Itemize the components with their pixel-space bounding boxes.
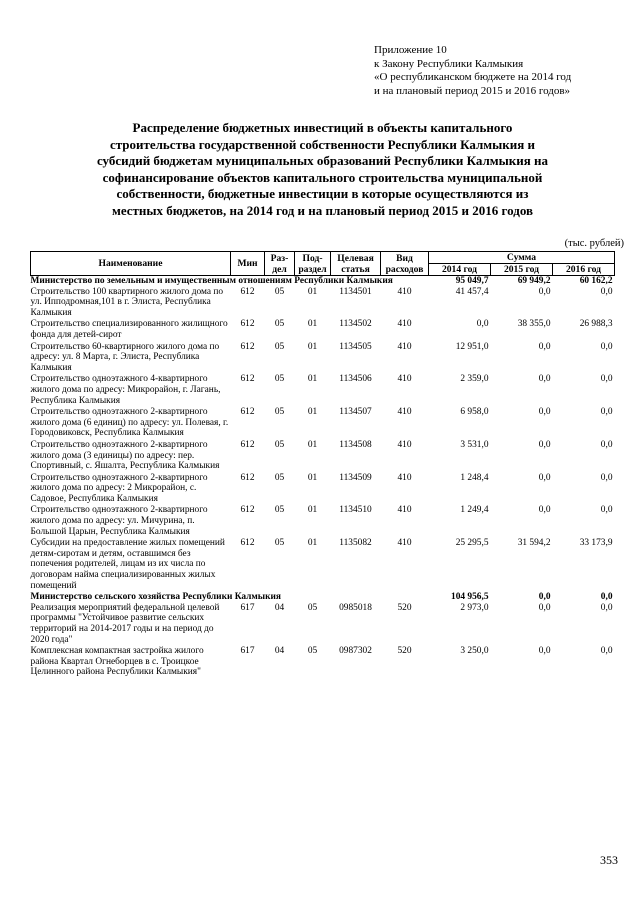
amount-2016: 0,0 <box>600 505 613 516</box>
item-podrazdel: 01 <box>307 319 318 330</box>
table-row <box>31 374 615 407</box>
table-row <box>31 407 615 440</box>
item-min: 612 <box>240 505 255 516</box>
item-min: 612 <box>240 538 255 549</box>
amount-2015: 31 594,2 <box>517 538 551 549</box>
item-name: Строительство 100 квартирного жилого дома по ул. Ипподромная,101 в г. Элиста, Республика Калмыкия <box>30 286 224 318</box>
amount-2016: 0,0 <box>600 439 613 450</box>
amount-2014: 12 951,0 <box>455 341 489 352</box>
title-line: субсидий бюджетам муниципальных образований Республики Калмыкия на <box>96 153 549 169</box>
item-name: Строительство одноэтажного 2-квартирного жилого дома (3 единицы) по адресу: пер. Спортивный, с. Яшалта, Республика Калмыкия <box>30 439 220 472</box>
appendix-note <box>374 44 571 98</box>
header-vid: Вид расходов <box>381 252 429 276</box>
amount-2015: 0,0 <box>538 505 551 516</box>
title-line: софинансирование объектов капитального строительства муниципальной <box>102 169 543 185</box>
item-podrazdel: 01 <box>307 505 318 516</box>
item-razdel: 05 <box>274 538 285 549</box>
item-razdel: 05 <box>274 505 285 516</box>
item-name: Строительство одноэтажного 2-квартирного жилого дома (6 единиц) по адресу: ул. Полевая, г. Городовиковск, Республика Калмыкия <box>30 407 229 439</box>
header-name: Наименование <box>31 252 231 276</box>
ministry-name: Министерство по земельным и имущественным отношениям Республики Калмыкия <box>30 276 393 286</box>
amount-2015: 0,0 <box>538 439 551 450</box>
table-row <box>31 603 615 646</box>
amount-2014: 3 250,0 <box>460 646 489 657</box>
amount-2016: 0,0 <box>600 602 613 613</box>
item-name: Строительство одноэтажного 4-квартирного жилого дома по адресу: Микрорайон, г. Лагань, Республика Калмыкия <box>30 374 221 406</box>
table-row <box>31 646 615 679</box>
amount-2016: 33 173,9 <box>579 538 613 549</box>
header-article: Целевая статья <box>331 252 381 276</box>
appendix-line: и на плановый период 2015 и 2016 годов» <box>374 84 571 97</box>
header-sum: Сумма <box>429 252 615 264</box>
item-razdel: 05 <box>274 439 285 450</box>
item-vid: 520 <box>397 646 412 657</box>
budget-table <box>30 251 615 679</box>
item-razdel: 05 <box>274 472 285 483</box>
item-article: 0987302 <box>339 646 372 657</box>
amount-2015: 69 949,2 <box>517 276 551 286</box>
item-podrazdel: 01 <box>307 439 318 450</box>
item-razdel: 05 <box>274 341 285 352</box>
header-2014: 2014 год <box>429 264 491 276</box>
item-article: 1134502 <box>339 319 372 330</box>
units-label: (тыс. рублей) <box>564 238 624 249</box>
amount-2016: 0,0 <box>600 472 613 483</box>
amount-2014: 2 359,0 <box>460 374 489 385</box>
item-vid: 410 <box>397 407 412 418</box>
item-vid: 410 <box>397 505 412 516</box>
amount-2014: 25 295,5 <box>455 538 489 549</box>
item-razdel: 04 <box>274 602 285 613</box>
title-line: местных бюджетов, на 2014 год и на плановый период 2015 и 2016 годов <box>111 202 534 218</box>
header-2016: 2016 год <box>553 264 615 276</box>
item-min: 612 <box>240 439 255 450</box>
amount-2016: 0,0 <box>600 341 613 352</box>
item-podrazdel: 05 <box>307 602 318 613</box>
amount-2015: 0,0 <box>538 407 551 418</box>
amount-2015: 0,0 <box>538 286 551 297</box>
ministry-row <box>31 276 615 287</box>
item-razdel: 05 <box>274 374 285 385</box>
item-article: 1134501 <box>339 286 372 297</box>
item-article: 1134509 <box>339 472 372 483</box>
item-podrazdel: 01 <box>307 341 318 352</box>
appendix-line: Приложение 10 <box>374 44 447 56</box>
amount-2015: 0,0 <box>538 341 551 352</box>
amount-2015: 0,0 <box>538 592 551 603</box>
item-vid: 410 <box>397 286 412 297</box>
item-vid: 410 <box>397 374 412 385</box>
appendix-line: к Закону Республики Калмыкия <box>374 57 524 70</box>
table-row <box>31 505 615 538</box>
item-min: 612 <box>240 341 255 352</box>
item-vid: 410 <box>397 472 412 483</box>
amount-2015: 0,0 <box>538 646 551 657</box>
amount-2014: 0,0 <box>476 319 489 330</box>
amount-2014: 1 249,4 <box>460 505 489 516</box>
item-razdel: 05 <box>274 319 285 330</box>
amount-2014: 3 531,0 <box>460 439 489 450</box>
item-min: 612 <box>240 374 255 385</box>
item-podrazdel: 01 <box>307 538 318 549</box>
title-line: Распределение бюджетных инвестиций в объекты капитального <box>132 120 513 135</box>
item-min: 612 <box>240 319 255 330</box>
item-name: Строительство 60-квартирного жилого дома по адресу: ул. 8 Марта, г. Элиста, Республика Калмыкия <box>30 341 220 373</box>
item-razdel: 05 <box>274 286 285 297</box>
amount-2014: 95 049,7 <box>455 276 489 286</box>
ministry-name: Министерство сельского хозяйства Республики Калмыкия <box>30 592 281 603</box>
amount-2015: 38 355,0 <box>517 319 551 330</box>
item-podrazdel: 01 <box>307 472 318 483</box>
title-line: собственности, бюджетные инвестиции в которые осуществляются из <box>116 186 529 202</box>
item-article: 0985018 <box>339 602 372 613</box>
amount-2016: 26 988,3 <box>579 319 613 330</box>
item-article: 1135082 <box>339 538 372 549</box>
header-razdel: Раз-дел <box>265 252 295 276</box>
item-min: 612 <box>240 472 255 483</box>
item-article: 1134507 <box>339 407 372 418</box>
item-razdel: 05 <box>274 407 285 418</box>
item-vid: 410 <box>397 538 412 549</box>
item-vid: 410 <box>397 319 412 330</box>
amount-2015: 0,0 <box>538 374 551 385</box>
item-article: 1134510 <box>339 505 372 516</box>
item-name: Комплексная компактная застройка жилого района Квартал Огнеборцев в с. Троицкое Целинного района Республики Калмыкия" <box>30 646 204 678</box>
item-name: Строительство одноэтажного 2-квартирного жилого дома по адресу: ул. Мичурина, п. Большой Царын, Республика Калмыкия <box>30 505 208 537</box>
document-title <box>20 120 625 220</box>
item-article: 1134506 <box>339 374 372 385</box>
title-line: строительства государственной собственности Республики Калмыкия и <box>109 136 536 152</box>
header-min: Мин <box>231 252 265 276</box>
amount-2016: 0,0 <box>600 592 613 603</box>
amount-2014: 1 248,4 <box>460 472 489 483</box>
header-podrazdel: Под-раздел <box>295 252 331 276</box>
item-name: Строительство одноэтажного 2-квартирного жилого дома по адресу: 2 Микрорайон, с. Садовое, Республика Калмыкия <box>30 472 208 504</box>
item-podrazdel: 01 <box>307 286 318 297</box>
amount-2015: 0,0 <box>538 472 551 483</box>
amount-2014: 41 457,4 <box>455 286 489 297</box>
amount-2014: 6 958,0 <box>460 407 489 418</box>
table-row <box>31 440 615 473</box>
item-podrazdel: 05 <box>307 646 318 657</box>
item-vid: 520 <box>397 602 412 613</box>
item-min: 617 <box>240 602 255 613</box>
item-name: Строительство специализированного жилищного фонда для детей-сирот <box>30 319 228 340</box>
item-min: 612 <box>240 407 255 418</box>
amount-2015: 0,0 <box>538 602 551 613</box>
ministry-row <box>31 592 615 603</box>
amount-2016: 0,0 <box>600 407 613 418</box>
item-vid: 410 <box>397 341 412 352</box>
table-row <box>31 342 615 375</box>
item-article: 1134508 <box>339 439 372 450</box>
amount-2016: 60 162,2 <box>579 276 613 286</box>
item-razdel: 04 <box>274 646 285 657</box>
table-row <box>31 287 615 320</box>
amount-2016: 0,0 <box>600 374 613 385</box>
item-min: 612 <box>240 286 255 297</box>
item-podrazdel: 01 <box>307 407 318 418</box>
amount-2016: 0,0 <box>600 646 613 657</box>
header-2015: 2015 год <box>491 264 553 276</box>
amount-2014: 104 956,5 <box>451 592 489 603</box>
item-name: Реализация мероприятий федеральной целевой программы "Устойчивое развитие сельских территорий на 2014-2017 годы и на период до 2020 года" <box>30 602 220 645</box>
table-row <box>31 538 615 592</box>
item-min: 617 <box>240 646 255 657</box>
amount-2014: 2 973,0 <box>460 602 489 613</box>
page-number: 353 <box>600 853 618 867</box>
item-name: Субсидии на предоставление жилых помещений детям-сиротам и детям, оставшимся без попечения родителей, лицам из их числа по договорам найма специализированных жилых помещений <box>30 538 225 591</box>
appendix-line: «О республиканском бюджете на 2014 год <box>374 71 572 83</box>
item-podrazdel: 01 <box>307 374 318 385</box>
amount-2016: 0,0 <box>600 286 613 297</box>
table-row <box>31 473 615 506</box>
item-vid: 410 <box>397 439 412 450</box>
table-row <box>31 319 615 341</box>
item-article: 1134505 <box>339 341 372 352</box>
